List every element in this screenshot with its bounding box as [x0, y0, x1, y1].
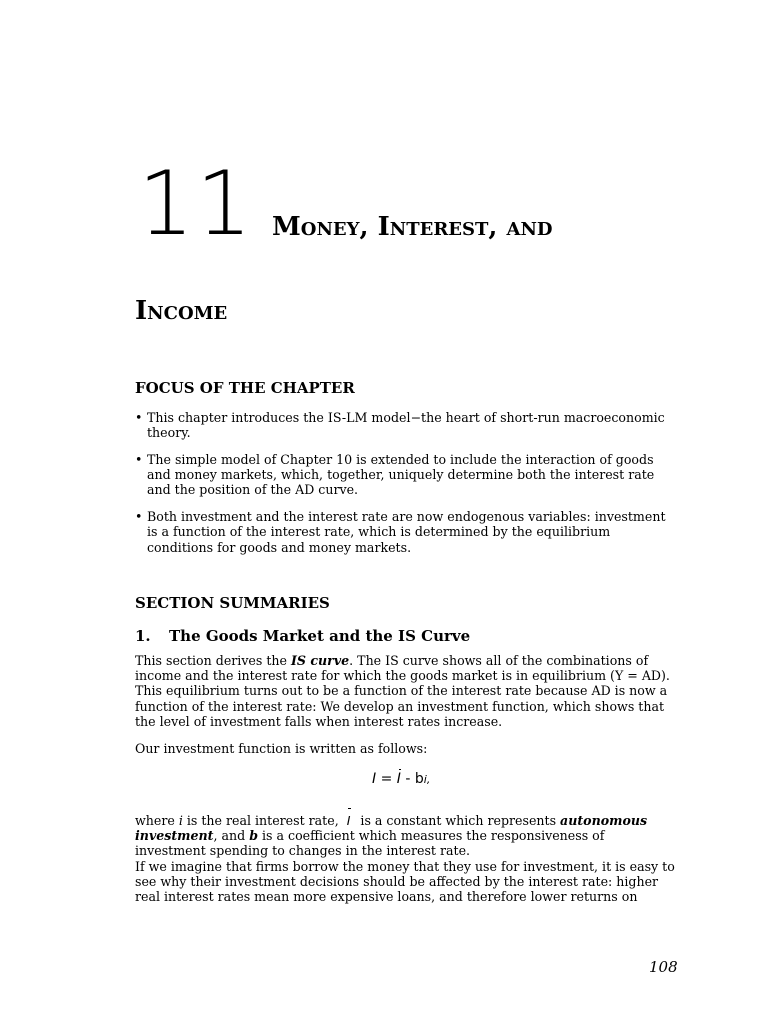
- var-b: b: [249, 828, 259, 844]
- section-title: The Goods Market and the IS Curve: [169, 627, 471, 645]
- text: , and: [213, 828, 250, 844]
- summaries-heading: SECTION SUMMARIES: [135, 594, 330, 612]
- section-number: 1.: [135, 627, 151, 645]
- focus-bullet: • This chapter introduces the IS-LM model−the heart of short-run macroeconomic theory.: [135, 410, 675, 440]
- eq-lhs: I: [372, 771, 377, 787]
- var-i: i: [178, 813, 183, 828]
- section-heading: [135, 627, 470, 645]
- eq-rest: - b: [400, 771, 424, 787]
- var-ibar: I: [346, 813, 351, 828]
- focus-bullet-list: [135, 410, 675, 566]
- focus-bullet: • The simple model of Chapter 10 is extended to include the interaction of goods and money markets, which, together, uniquely determine both the interest rate and the position of the AD curve.: [135, 452, 675, 498]
- paragraph-where: [135, 813, 675, 859]
- page-number: 108: [649, 958, 678, 976]
- text: is a constant which represents: [356, 813, 561, 828]
- eq-ibar: I: [396, 771, 401, 787]
- paragraph-is-curve: [135, 653, 675, 729]
- chapter-number: 11: [138, 152, 254, 255]
- paragraph-investment-intro: Our investment function is written as follows:: [135, 741, 428, 756]
- focus-heading: FOCUS OF THE CHAPTER: [135, 379, 355, 397]
- term-is-curve: IS curve: [290, 653, 350, 668]
- text: is the real interest rate,: [182, 813, 343, 828]
- chapter-title-line2: Income: [135, 296, 228, 326]
- text: where: [135, 813, 179, 828]
- eq-end: ,: [426, 773, 431, 786]
- text: This section derives the: [135, 653, 291, 668]
- chapter-title-line1: Money, Interest, and: [272, 212, 553, 242]
- investment-equation: [372, 771, 430, 787]
- paragraph-borrow: If we imagine that firms borrow the money that they use for investment, it is easy to see why their investment decisions should be affected by the interest rate: higher real interest rates mean more expensive loans, and therefore lower returns on: [135, 859, 675, 905]
- text: . The IS curve shows all of the combinations of income and the interest rate for which the goods market is in equilibrium (Y = AD). This equilibrium turns out to be a function of the interest rate because AD is now a function of the interest rate: We develop an investment function, which shows that the level of investment falls when interest rates increase.: [135, 653, 670, 729]
- eq-sign: =: [376, 771, 397, 787]
- focus-bullet: • Both investment and the interest rate are now endogenous variables: investment is a function of the interest rate, which is determined by the equilibrium conditions for goods and money markets.: [135, 509, 675, 555]
- eq-i: i: [423, 773, 427, 786]
- text: is a coefficient which measures the responsiveness of investment spending to changes in the interest rate.: [135, 828, 605, 859]
- term-autonomous-investment: autonomous investment: [135, 813, 648, 844]
